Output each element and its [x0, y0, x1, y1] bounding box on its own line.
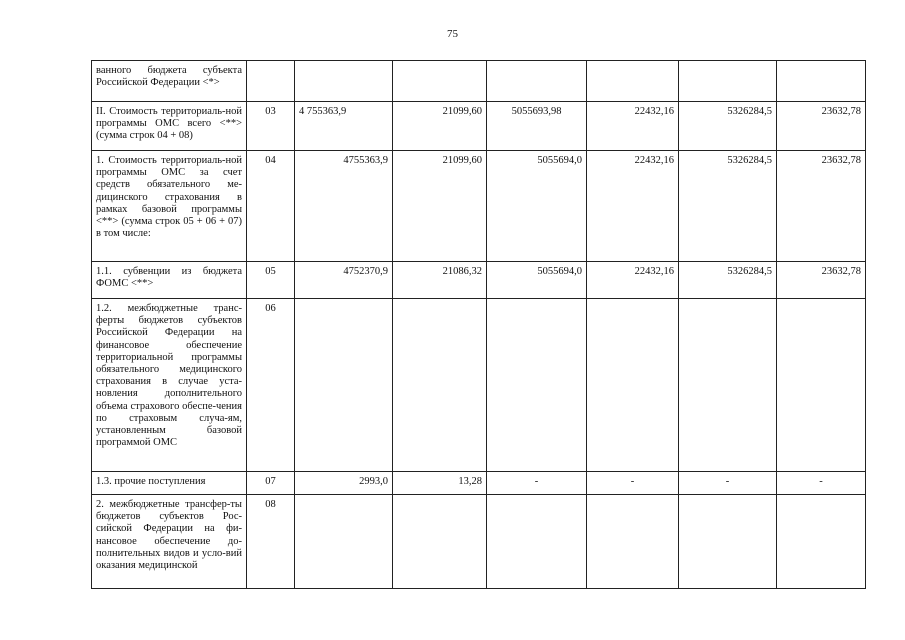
value-cell: 21099,60 [393, 102, 487, 151]
value-cell: 5326284,5 [679, 102, 777, 151]
value-cell: 5326284,5 [679, 262, 777, 299]
value-cell: 5055693,98 [487, 102, 587, 151]
value-cell [587, 61, 679, 102]
value-cell: 23632,78 [777, 151, 866, 262]
budget-table [91, 60, 866, 589]
value-cell: 4752370,9 [295, 262, 393, 299]
table-row [92, 299, 866, 472]
value-cell: - [487, 472, 587, 495]
value-cell [587, 495, 679, 589]
value-cell [393, 299, 487, 472]
value-cell [295, 61, 393, 102]
page-number: 75 [447, 28, 458, 40]
row-code: 03 [247, 102, 295, 151]
value-cell [393, 495, 487, 589]
value-cell: 2993,0 [295, 472, 393, 495]
row-code: 05 [247, 262, 295, 299]
table-row [92, 151, 866, 262]
value-cell: 22432,16 [587, 102, 679, 151]
row-description: 1. Стоимость территориаль-ной программы ОМС за счет средств обязательного ме-дицинского страхования в рамках базовой программы <**> (сумма строк 05 + 06 + 07) в том числе: [92, 151, 247, 262]
value-cell [295, 299, 393, 472]
row-code [247, 61, 295, 102]
value-cell [777, 299, 866, 472]
value-cell: - [679, 472, 777, 495]
value-cell [295, 495, 393, 589]
row-code: 04 [247, 151, 295, 262]
value-cell: 22432,16 [587, 262, 679, 299]
row-code: 06 [247, 299, 295, 472]
value-cell: 23632,78 [777, 102, 866, 151]
value-cell: 5055694,0 [487, 151, 587, 262]
value-cell: 4755363,9 [295, 151, 393, 262]
value-cell: 21099,60 [393, 151, 487, 262]
value-cell: 23632,78 [777, 262, 866, 299]
value-cell [679, 61, 777, 102]
value-cell [679, 299, 777, 472]
value-cell [679, 495, 777, 589]
value-cell: 5326284,5 [679, 151, 777, 262]
row-description: ванного бюджета субъекта Российской Федерации <*> [92, 61, 247, 102]
value-cell: 5055694,0 [487, 262, 587, 299]
value-cell: 22432,16 [587, 151, 679, 262]
value-cell: 21086,32 [393, 262, 487, 299]
table-row [92, 61, 866, 102]
row-code: 07 [247, 472, 295, 495]
table-row [92, 472, 866, 495]
value-cell [393, 61, 487, 102]
table-row [92, 495, 866, 589]
value-cell [487, 61, 587, 102]
row-description: 2. межбюджетные трансфер-ты бюджетов субъектов Рос-сийской Федерации на фи-нансовое обеспечение до-полнительных видов и усло-вий оказания медицинской [92, 495, 247, 589]
value-cell: 4 755363,9 [295, 102, 393, 151]
row-description: 1.2. межбюджетные транс-ферты бюджетов субъектов Российской Федерации на финансовое обеспечение территориальной программы обязательного медицинского страхования в случае уста-новления дополнительного объема страхового обеспе-чения по страховым случа-ям, установленным базовой программой ОМС [92, 299, 247, 472]
table-row [92, 262, 866, 299]
value-cell: 13,28 [393, 472, 487, 495]
value-cell: - [587, 472, 679, 495]
value-cell [487, 495, 587, 589]
row-code: 08 [247, 495, 295, 589]
value-cell [777, 495, 866, 589]
value-cell: - [777, 472, 866, 495]
row-description: 1.1. субвенции из бюджета ФОМС <**> [92, 262, 247, 299]
value-cell [777, 61, 866, 102]
table-row [92, 102, 866, 151]
value-cell [587, 299, 679, 472]
row-description: 1.3. прочие поступления [92, 472, 247, 495]
row-description: II. Стоимость территориаль-ной программы ОМС всего <**> (сумма строк 04 + 08) [92, 102, 247, 151]
value-cell [487, 299, 587, 472]
